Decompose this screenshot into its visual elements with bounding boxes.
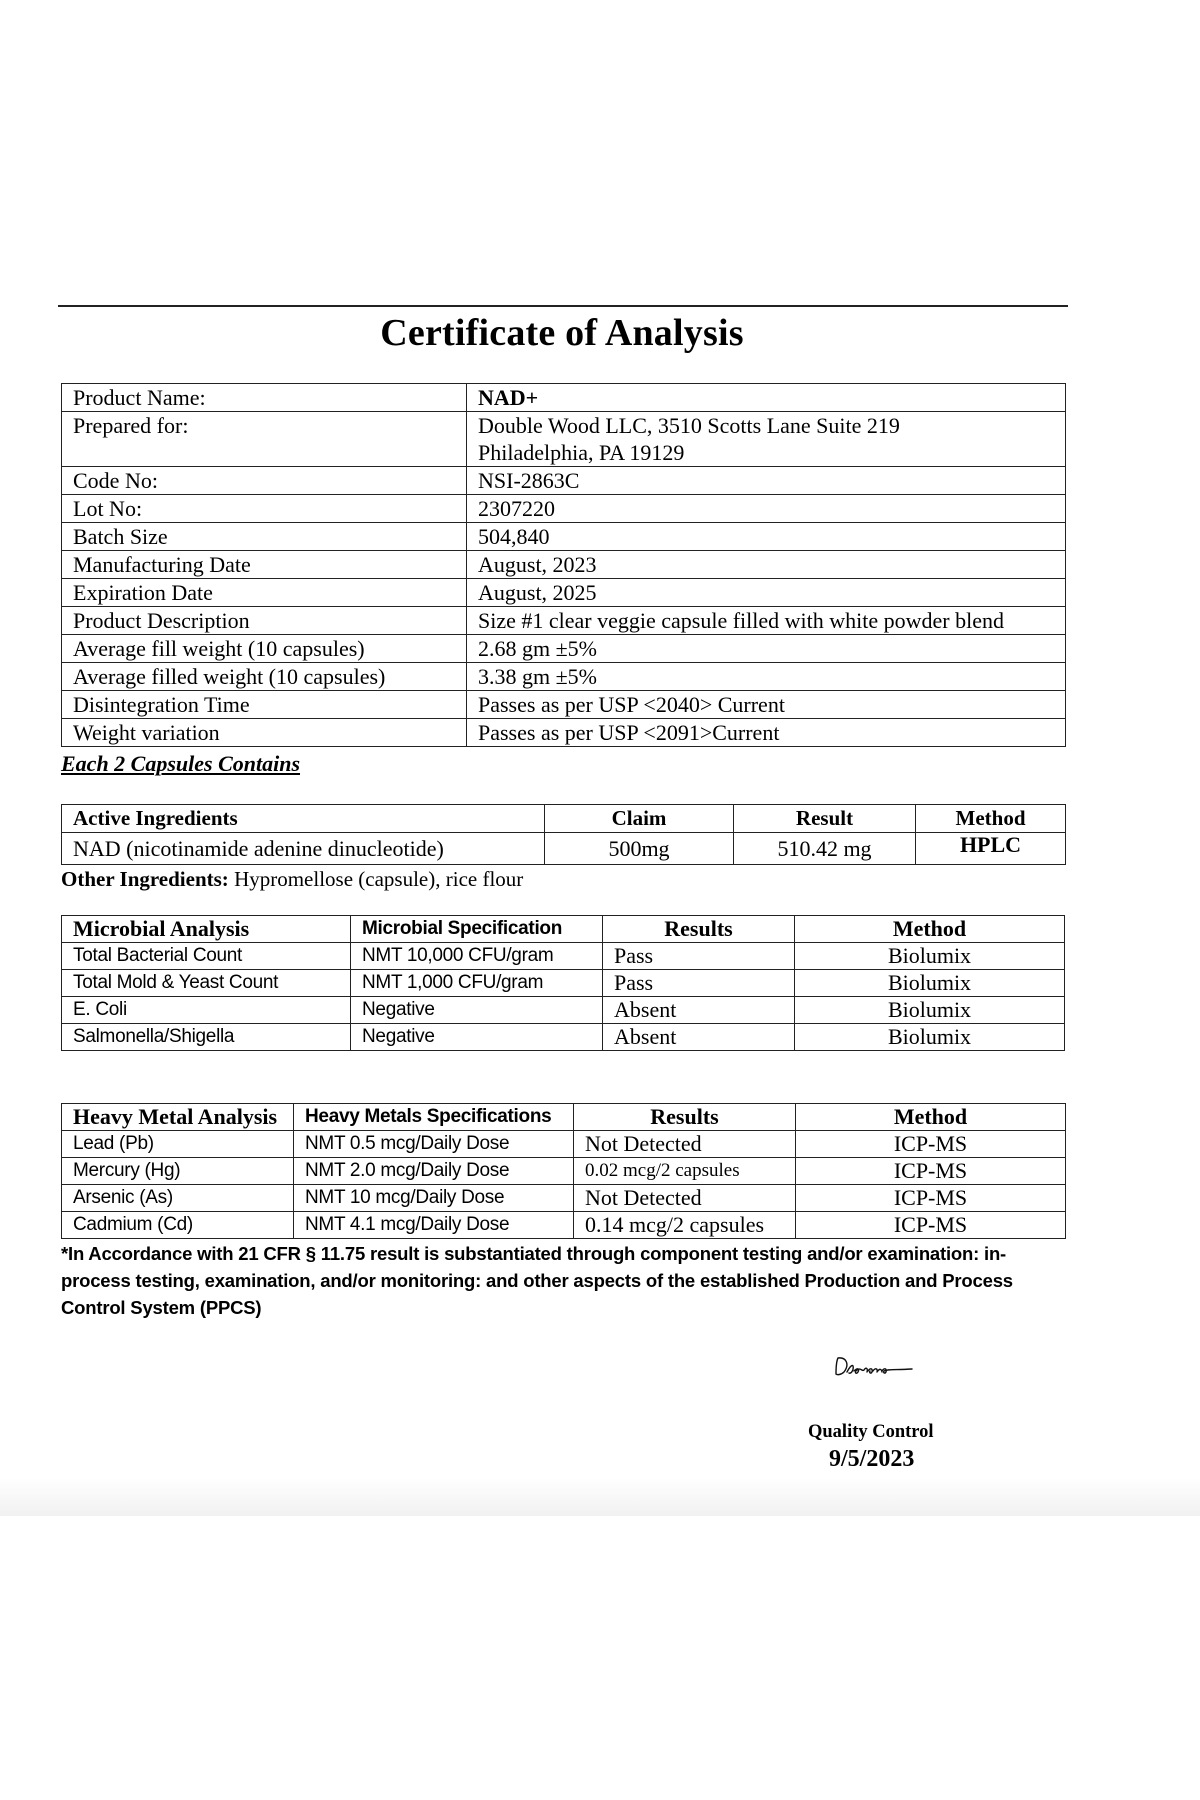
signoff-role: Quality Control: [808, 1422, 934, 1442]
microbial-test: Total Bacterial Count: [62, 943, 351, 970]
info-value: August, 2025: [467, 579, 1066, 607]
info-label: Expiration Date: [62, 579, 467, 607]
microbial-test: E. Coli: [62, 997, 351, 1024]
signature-image: [832, 1354, 916, 1382]
ingredient-claim: 500mg: [545, 833, 734, 865]
table-row: [62, 579, 1066, 607]
table-row: [62, 663, 1066, 691]
info-value-product-name: NAD+: [467, 384, 1066, 412]
column-header: Microbial Specification: [351, 916, 603, 943]
address-line: Philadelphia, PA 19129: [478, 440, 685, 465]
info-value: 2.68 gm ±5%: [467, 635, 1066, 663]
ingredient-method: HPLC: [916, 833, 1066, 865]
microbial-test: Total Mold & Yeast Count: [62, 970, 351, 997]
info-label: Lot No:: [62, 495, 467, 523]
serving-heading: Each 2 Capsules Contains: [61, 751, 301, 776]
table-row: [62, 523, 1066, 551]
column-header: Method: [796, 1104, 1066, 1131]
table-header-row: [62, 805, 1066, 833]
column-header: Method: [916, 805, 1066, 833]
table-row: [62, 607, 1066, 635]
info-value-prepared-for: [467, 412, 1066, 467]
table-row: [62, 635, 1066, 663]
info-label: Average fill weight (10 capsules): [62, 635, 467, 663]
microbial-method: Biolumix: [795, 970, 1065, 997]
info-label: Manufacturing Date: [62, 551, 467, 579]
info-label: Code No:: [62, 467, 467, 495]
metal-result: 0.02 mcg/2 capsules: [574, 1158, 796, 1185]
microbial-analysis-table: [61, 915, 1065, 1051]
table-row: [62, 412, 1066, 467]
info-value: 504,840: [467, 523, 1066, 551]
metal-method: ICP-MS: [796, 1212, 1066, 1239]
metal-result: 0.14 mcg/2 capsules: [574, 1212, 796, 1239]
table-row: [62, 495, 1066, 523]
table-row: [62, 1212, 1066, 1239]
ingredient-result: 510.42 mg: [734, 833, 916, 865]
info-label: Product Description: [62, 607, 467, 635]
info-value: 3.38 gm ±5%: [467, 663, 1066, 691]
other-ingredients-label: Other Ingredients:: [61, 867, 229, 891]
metal-name: Cadmium (Cd): [62, 1212, 294, 1239]
metal-spec: NMT 0.5 mcg/Daily Dose: [294, 1131, 574, 1158]
microbial-result: Absent: [603, 1024, 795, 1051]
page-bottom-shadow: [0, 1478, 1200, 1516]
table-row: [62, 1131, 1066, 1158]
microbial-spec: Negative: [351, 1024, 603, 1051]
metal-method: ICP-MS: [796, 1131, 1066, 1158]
column-header: Microbial Analysis: [62, 916, 351, 943]
info-label: Product Name:: [62, 384, 467, 412]
metal-spec: NMT 4.1 mcg/Daily Dose: [294, 1212, 574, 1239]
table-row: [62, 833, 1066, 865]
microbial-method: Biolumix: [795, 997, 1065, 1024]
table-row: [62, 551, 1066, 579]
microbial-result: Absent: [603, 997, 795, 1024]
table-row: [62, 1024, 1065, 1051]
metal-name: Lead (Pb): [62, 1131, 294, 1158]
compliance-footnote: *In Accordance with 21 CFR § 11.75 result is substantiated through component testing and/or examination: in-process testing, examination, and/or monitoring: and other aspects of the established Production and Process Control System (PPCS): [61, 1243, 1013, 1318]
column-header: Active Ingredients: [62, 805, 545, 833]
microbial-result: Pass: [603, 943, 795, 970]
info-value: 2307220: [467, 495, 1066, 523]
heavy-metal-analysis-table: [61, 1103, 1066, 1239]
column-header: Results: [603, 916, 795, 943]
metal-result: Not Detected: [574, 1185, 796, 1212]
column-header: Heavy Metals Specifications: [294, 1104, 574, 1131]
table-row: [62, 719, 1066, 747]
metal-method: ICP-MS: [796, 1185, 1066, 1212]
metal-method: ICP-MS: [796, 1158, 1066, 1185]
table-row: [62, 1158, 1066, 1185]
microbial-spec: NMT 1,000 CFU/gram: [351, 970, 603, 997]
microbial-method: Biolumix: [795, 1024, 1065, 1051]
other-ingredients: [61, 866, 523, 892]
table-row: [62, 384, 1066, 412]
column-header: Result: [734, 805, 916, 833]
microbial-spec: NMT 10,000 CFU/gram: [351, 943, 603, 970]
table-row: [62, 691, 1066, 719]
info-value: August, 2023: [467, 551, 1066, 579]
metal-spec: NMT 2.0 mcg/Daily Dose: [294, 1158, 574, 1185]
column-header: Claim: [545, 805, 734, 833]
info-label: Prepared for:: [62, 412, 467, 467]
page-title: Certificate of Analysis: [380, 312, 744, 354]
table-row: [62, 943, 1065, 970]
metal-spec: NMT 10 mcg/Daily Dose: [294, 1185, 574, 1212]
table-header-row: [62, 916, 1065, 943]
info-label: Disintegration Time: [62, 691, 467, 719]
header-rule: [58, 305, 1068, 307]
microbial-spec: Negative: [351, 997, 603, 1024]
info-label: Weight variation: [62, 719, 467, 747]
info-label: Average filled weight (10 capsules): [62, 663, 467, 691]
column-header: Heavy Metal Analysis: [62, 1104, 294, 1131]
info-value: Size #1 clear veggie capsule filled with white powder blend: [467, 607, 1066, 635]
active-ingredients-table: [61, 804, 1066, 865]
info-value: Passes as per USP <2091>Current: [467, 719, 1066, 747]
table-row: [62, 970, 1065, 997]
info-value: Passes as per USP <2040> Current: [467, 691, 1066, 719]
other-ingredients-value: Hypromellose (capsule), rice flour: [228, 867, 524, 891]
microbial-method: Biolumix: [795, 943, 1065, 970]
microbial-test: Salmonella/Shigella: [62, 1024, 351, 1051]
column-header: Method: [795, 916, 1065, 943]
signoff-date: 9/5/2023: [829, 1446, 915, 1472]
column-header: Results: [574, 1104, 796, 1131]
microbial-result: Pass: [603, 970, 795, 997]
ingredient-name: NAD (nicotinamide adenine dinucleotide): [62, 833, 545, 865]
product-info-table: [61, 383, 1066, 747]
info-value: NSI-2863C: [467, 467, 1066, 495]
table-row: [62, 1185, 1066, 1212]
info-label: Batch Size: [62, 523, 467, 551]
metal-name: Mercury (Hg): [62, 1158, 294, 1185]
table-row: [62, 997, 1065, 1024]
metal-result: Not Detected: [574, 1131, 796, 1158]
table-row: [62, 467, 1066, 495]
metal-name: Arsenic (As): [62, 1185, 294, 1212]
address-line: Double Wood LLC, 3510 Scotts Lane Suite 219: [478, 413, 900, 438]
table-header-row: [62, 1104, 1066, 1131]
